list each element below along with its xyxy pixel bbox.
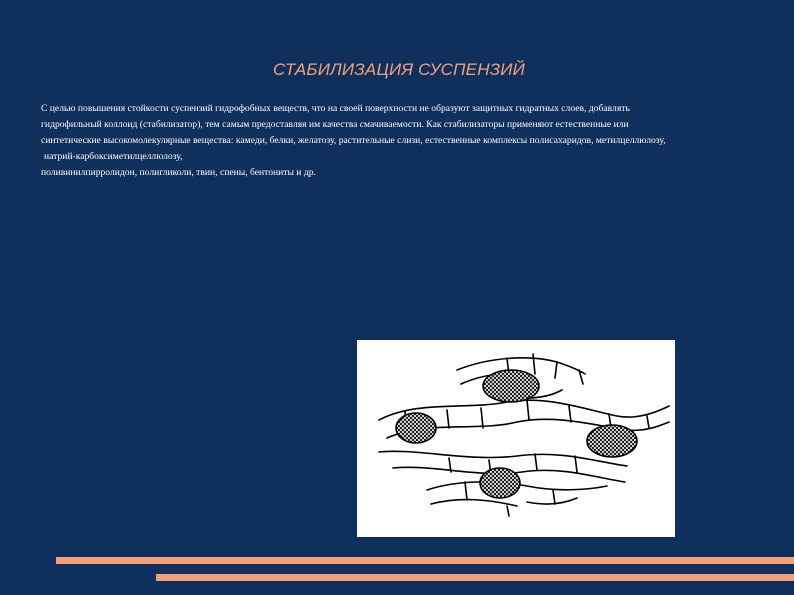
illustration-svg bbox=[357, 340, 675, 537]
paragraph-line: натрий-карбоксиметилцеллюлозу, bbox=[44, 151, 183, 162]
paragraph-line: С целью повышения стойкости суспензий гидрофобных веществ, что на своей поверхности не образуют защитных гидратных слоев, добавлять bbox=[41, 103, 630, 114]
accent-bar-upper bbox=[56, 557, 794, 564]
slide-title: СТАБИЛИЗАЦИЯ СУСПЕНЗИЙ bbox=[272, 60, 526, 79]
particles-illustration bbox=[357, 340, 675, 537]
paragraph-line: гидрофильный коллоид (стабилизатор), тем самым предоставляя им качества смачиваемости. Как стабилизаторы применяют естественные или bbox=[41, 119, 629, 130]
accent-bar-lower bbox=[156, 574, 794, 581]
paragraph-line: поливинилпирролидон, полигликоли, твин, спены, бентониты и др. bbox=[41, 167, 316, 178]
slide-paragraph bbox=[41, 101, 794, 181]
paragraph-line: синтетические высокомолекулярные вещества: камеди, белки, желатозу, растительные слизи, естественные комплексы полисахаридов, метилцеллюлозу, bbox=[41, 135, 666, 146]
